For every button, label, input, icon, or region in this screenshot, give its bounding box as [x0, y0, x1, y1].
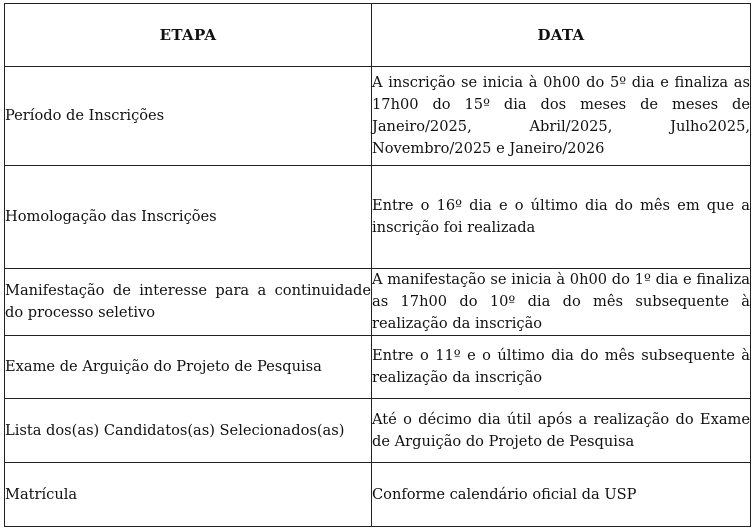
etapa-cell	[5, 269, 372, 336]
etapa-text: Manifestação de interesse para a continuidade do processo seletivo	[5, 282, 371, 321]
data-text: Até o décimo dia útil após a realização do Exame de Arguição do Projeto de Pesquisa	[372, 410, 750, 450]
etapa-text: Homologação das Inscrições	[5, 208, 217, 225]
data-text: Conforme calendário oficial da USP	[372, 485, 637, 503]
data-cell	[372, 399, 751, 463]
etapa-cell	[5, 166, 372, 269]
table-row	[5, 67, 751, 166]
data-cell	[372, 67, 751, 166]
table-row	[5, 399, 751, 463]
etapa-text: Período de Inscrições	[5, 107, 165, 124]
data-cell	[372, 166, 751, 269]
table-row	[5, 269, 751, 336]
data-cell	[372, 269, 751, 336]
etapa-text: Lista dos(as) Candidatos(as) Selecionados(as)	[5, 421, 345, 439]
data-cell	[372, 463, 751, 527]
etapa-cell	[5, 67, 372, 166]
data-text: A manifestação se inicia à 0h00 do 1º dia e finaliza as 17h00 do 10º dia do mês subsequente à realização da inscrição	[372, 271, 750, 332]
etapa-cell	[5, 463, 372, 527]
table-row	[5, 166, 751, 269]
header-etapa: ETAPA	[5, 4, 372, 67]
etapa-text: Exame de Arguição do Projeto de Pesquisa	[5, 358, 322, 375]
etapa-cell	[5, 399, 372, 463]
etapa-cell	[5, 336, 372, 399]
header-data: DATA	[372, 4, 751, 67]
data-text: Entre o 11º e o último dia do mês subsequente à realização da inscrição	[372, 347, 750, 386]
etapa-text: Matrícula	[5, 485, 78, 503]
table-row	[5, 336, 751, 399]
data-cell	[372, 336, 751, 399]
schedule-table	[4, 3, 751, 527]
data-text: Entre o 16º dia e o último dia do mês em que a inscrição foi realizada	[372, 197, 750, 236]
table-header-row	[5, 4, 751, 67]
table-row	[5, 463, 751, 527]
data-text: A inscrição se inicia à 0h00 do 5º dia e finaliza as 17h00 do 15º dia dos meses de meses de Janeiro/2025, Abril/2025, Julho2025, Novembro/2025 e Janeiro/2026	[372, 74, 750, 157]
